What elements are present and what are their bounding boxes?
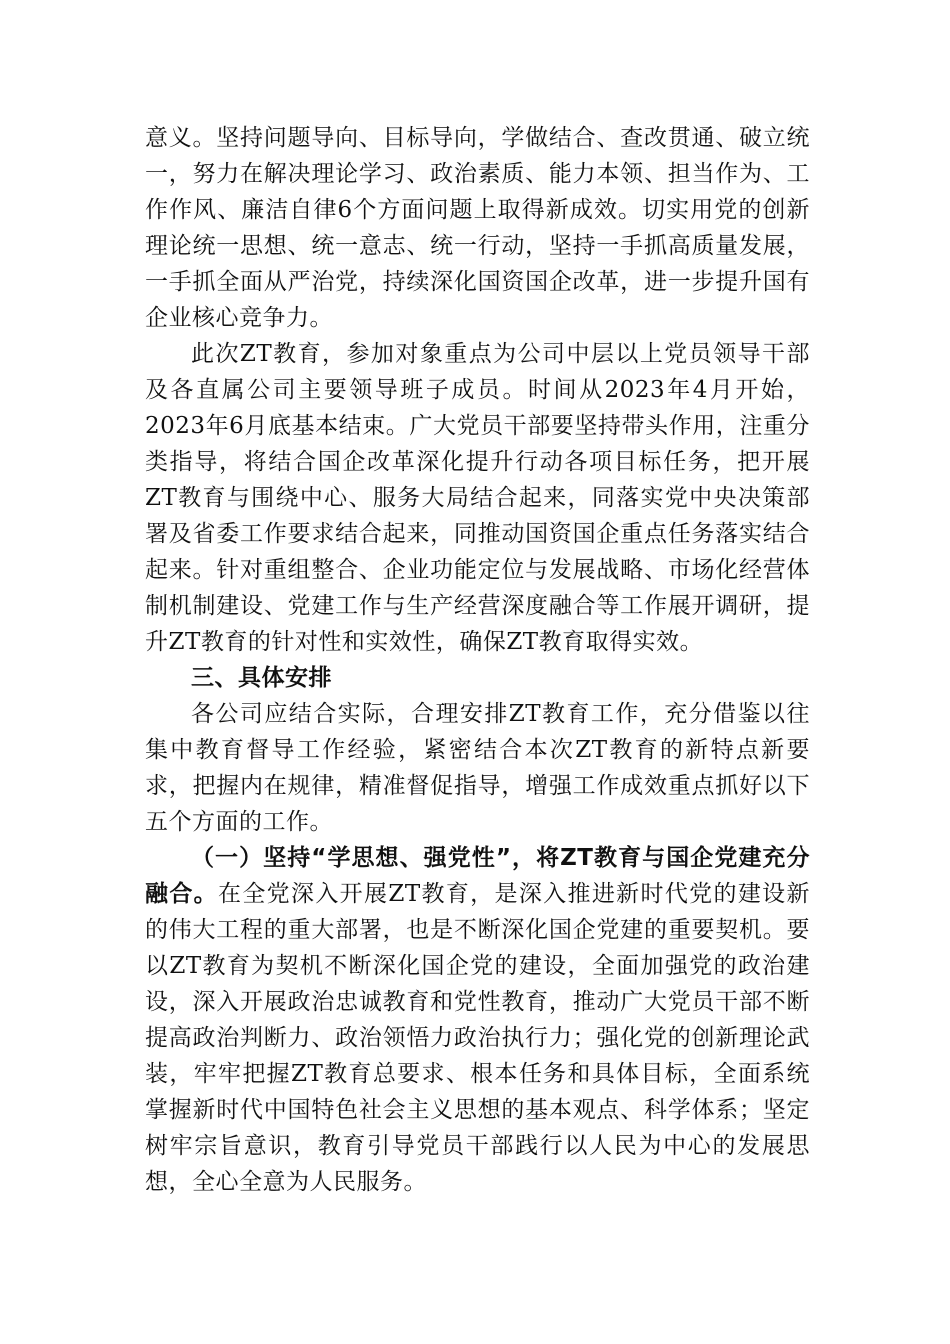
section-heading-arrangements: 三、具体安排 bbox=[191, 665, 332, 691]
point-one-lead: （一）坚持“学思想、强党性”，将ZT教育与国企党建充分融合。 bbox=[145, 845, 810, 907]
paragraph-arrangements-intro: 各公司应结合实际，合理安排ZT教育工作，充分借鉴以往集中教育督导工作经验，紧密结合本次ZT教育的新特点新要求，把握内在规律，精准督促指导，增强工作成效重点抓好以下五个方面的工作。 bbox=[145, 701, 810, 835]
document-page bbox=[145, 120, 810, 1200]
point-one-body: 在全党深入开展ZT教育，是深入推进新时代党的建设新的伟大工程的重大部署，也是不断深化国企党建的重要契机。要以ZT教育为契机不断深化国企党的建设，全面加强党的政治建设，深入开展政治忠诚教育和党性教育，推动广大党员干部不断提高政治判断力、政治领悟力政治执行力；强化党的创新理论武装，牢牢把握ZT教育总要求、根本任务和具体目标，全面系统掌握新时代中国特色社会主义思想的基本观点、科学体系；坚定树牢宗旨意识，教育引导党员干部践行以人民为中心的发展思想，全心全意为人民服务。 bbox=[145, 881, 811, 1195]
paragraph-participants: 此次ZT教育，参加对象重点为公司中层以上党员领导干部及各直属公司主要领导班子成员。时间从2023年4月开始，2023年6月底基本结束。广大党员干部要坚持带头作用，注重分类指导，将结合国企改革深化提升行动各项目标任务，把开展ZT教育与围绕中心、服务大局结合起来，同落实党中央决策部署及省委工作要求结合起来，同推动国资国企重点任务落实结合起来。针对重组整合、企业功能定位与发展战略、市场化经营体制机制建设、党建工作与生产经营深度融合等工作展开调研，提升ZT教育的针对性和实效性，确保ZT教育取得实效。 bbox=[145, 341, 810, 655]
paragraph-point-one bbox=[145, 840, 810, 1200]
paragraph-continued: 意义。坚持问题导向、目标导向，学做结合、查改贯通、破立统一，努力在解决理论学习、政治素质、能力本领、担当作为、工作作风、廉洁自律6个方面问题上取得新成效。切实用党的创新理论统一思想、统一意志、统一行动，坚持一手抓高质量发展，一手抓全面从严治党，持续深化国资国企改革，进一步提升国有企业核心竞争力。 bbox=[145, 125, 810, 331]
